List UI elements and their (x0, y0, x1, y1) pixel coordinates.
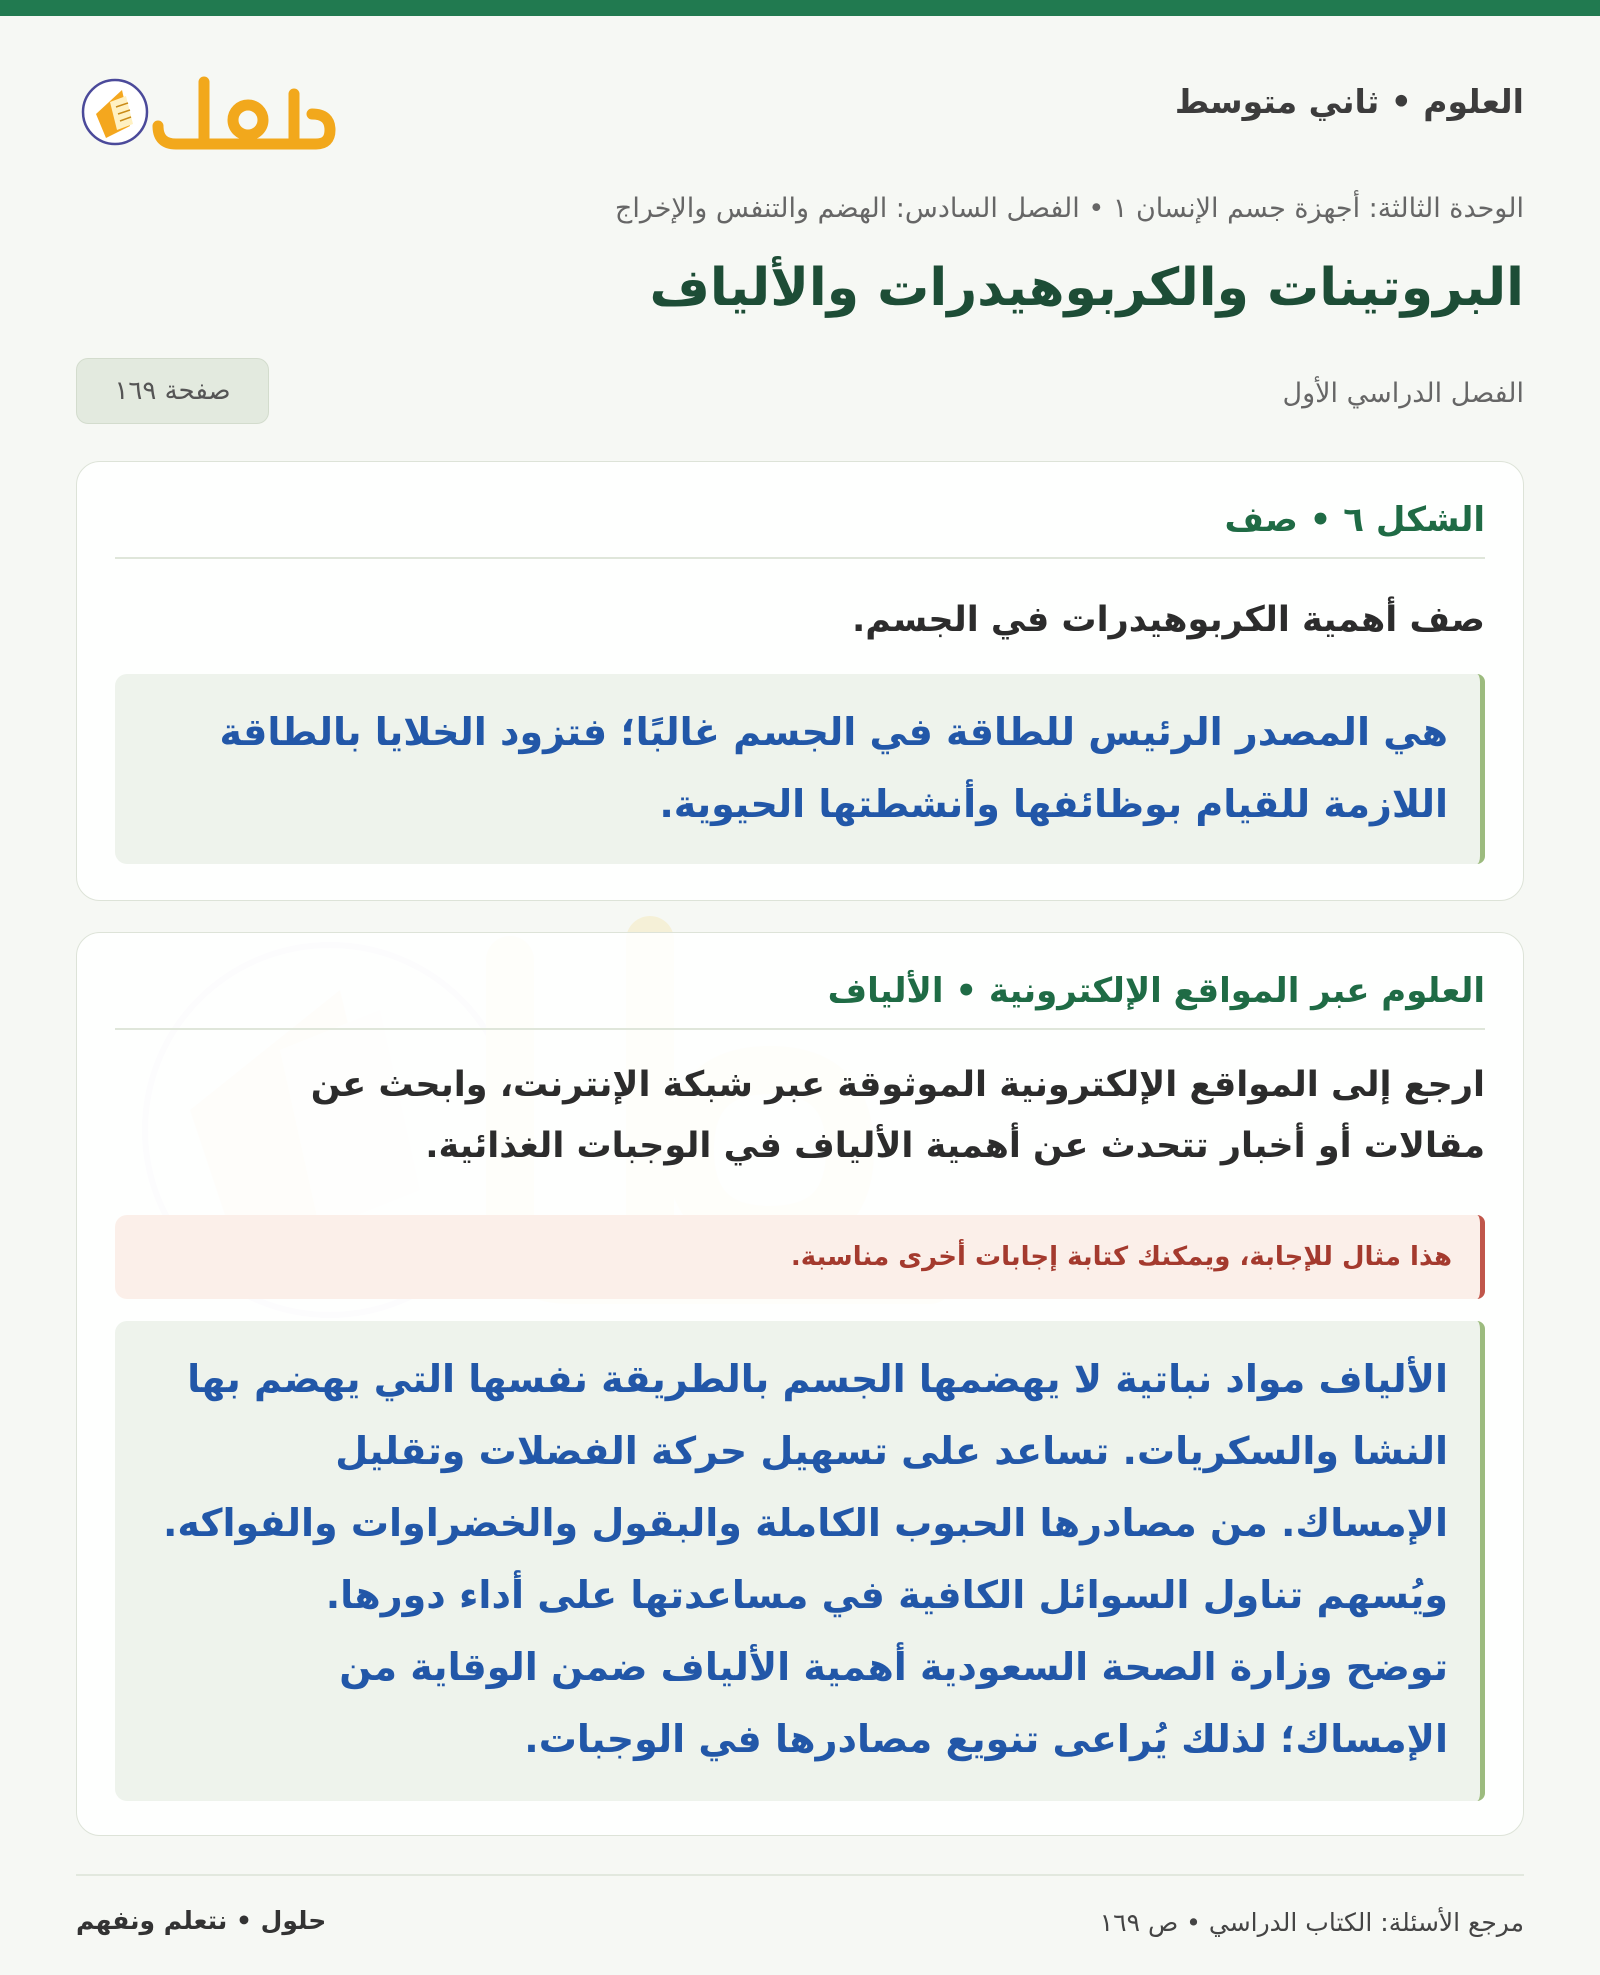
card-divider (115, 1028, 1485, 1030)
footer-reference: مرجع الأسئلة: الكتاب الدراسي • ص ١٦٩ (1099, 1908, 1524, 1937)
breadcrumb: الوحدة الثالثة: أجهزة جسم الإنسان ١ • الفصل السادس: الهضم والتنفس والإخراج (614, 193, 1524, 224)
answer-line: النشا والسكريات. تساعد على تسهيل حركة الفضلات وتقليل (335, 1429, 1448, 1473)
page-header (76, 52, 1524, 162)
question-line: ارجع إلى المواقع الإلكترونية الموثوقة عبر شبكة الإنترنت، وابحث عن (310, 1065, 1485, 1105)
footer-divider (76, 1874, 1524, 1876)
card-divider (115, 557, 1485, 559)
question-text (115, 1055, 1485, 1177)
top-accent-bar (0, 0, 1600, 16)
question-line: مقالات أو أخبار تتحدث عن أهمية الألياف في الوجبات الغذائية. (425, 1126, 1485, 1166)
answer-line: ويُسهم تناول السوائل الكافية في مساعدتها على أداء دورها. (325, 1573, 1448, 1617)
card-heading: العلوم عبر المواقع الإلكترونية • الألياف (827, 971, 1485, 1011)
page-title: البروتينات والكربوهيدرات والألياف (649, 258, 1524, 318)
answer-line: الإمساك؛ لذلك يُراعى تنويع مصادرها في الوجبات. (524, 1717, 1448, 1761)
answer-line: الإمساك. من مصادرها الحبوب الكاملة والبقول والخضراوات والفواكه. (162, 1501, 1448, 1545)
answer-box (115, 674, 1485, 864)
page-number-badge: صفحة ١٦٩ (76, 358, 269, 424)
answer-line: توضح وزارة الصحة السعودية أهمية الألياف ضمن الوقاية من (339, 1645, 1448, 1689)
answer-line: الألياف مواد نباتية لا يهضمها الجسم بالطريقة نفسها التي يهضم بها (187, 1357, 1448, 1401)
hulul-logo[interactable] (76, 52, 336, 162)
answer-box (115, 1321, 1485, 1801)
card-heading: الشكل ٦ • صف (1224, 500, 1485, 540)
example-answer-note (115, 1215, 1485, 1299)
answer-line: اللازمة للقيام بوظائفها وأنشطتها الحيوية. (659, 782, 1448, 826)
subject-title: العلوم • ثاني متوسط (1174, 82, 1524, 121)
note-text: هذا مثال للإجابة، ويمكنك كتابة إجابات أخرى مناسبة. (790, 1242, 1452, 1272)
question-card-fiber (76, 932, 1524, 1836)
question-card-figure-6 (76, 461, 1524, 901)
semester-label: الفصل الدراسي الأول (1282, 378, 1524, 409)
question-text: صف أهمية الكربوهيدرات في الجسم. (852, 600, 1485, 640)
answer-line: هي المصدر الرئيس للطاقة في الجسم غالبًا؛ فتزود الخلايا بالطاقة (219, 710, 1448, 754)
footer-brand: حلول • نتعلم ونفهم (76, 1906, 327, 1935)
